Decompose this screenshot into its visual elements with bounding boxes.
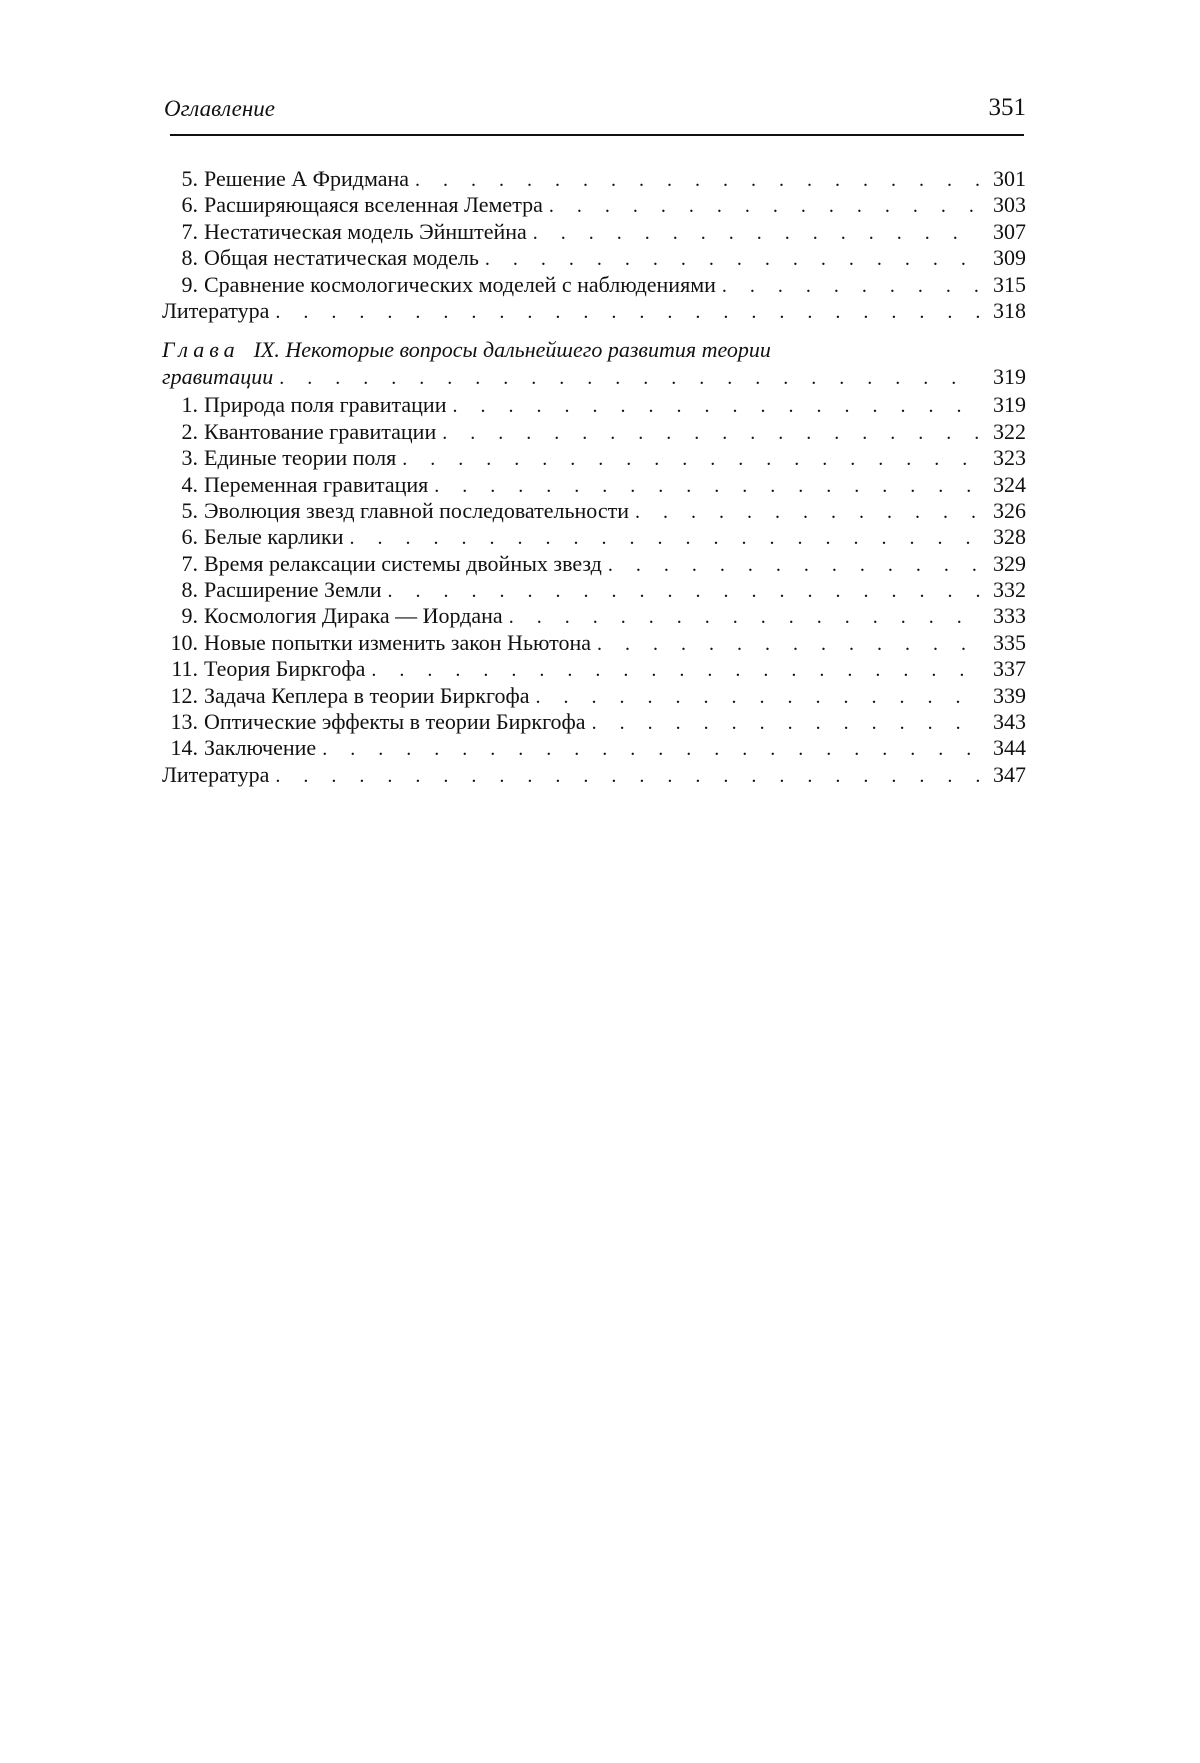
dot-leader [591, 631, 980, 657]
entry-title: Литература [162, 297, 270, 323]
toc-entry [162, 603, 1026, 629]
toc-entry [162, 392, 1026, 418]
entry-title: Квантование гравитации [204, 418, 437, 444]
toc-entry [162, 656, 1026, 682]
toc-entry [162, 298, 1026, 324]
running-head [164, 92, 1026, 128]
entry-page-number: 307 [993, 218, 1026, 244]
dot-leader [479, 246, 980, 272]
entry-number: 5. [181, 166, 198, 191]
entry-number: 6. [181, 192, 198, 218]
dot-leader [446, 393, 980, 419]
entry-page-number: 335 [993, 629, 1026, 655]
toc-entry [162, 192, 1026, 218]
toc-entry [162, 472, 1026, 498]
entry-title: Заключение [204, 735, 317, 761]
toc-entry [162, 445, 1026, 471]
entry-page-number: 333 [993, 603, 1026, 629]
toc-entry [162, 683, 1026, 709]
header-rule [170, 134, 1024, 136]
dot-leader [396, 446, 980, 472]
dot-leader [316, 736, 980, 762]
chapter-title-line-1 [162, 336, 1026, 363]
dot-leader [527, 220, 980, 246]
entry-page-number: 315 [993, 271, 1026, 297]
entry-page-number: 318 [993, 297, 1026, 323]
entry-page-number: 309 [993, 245, 1026, 271]
toc-entry [162, 762, 1026, 788]
entry-title: Нестатическая модель Эйнштейна [204, 218, 527, 244]
entry-title: Переменная гравитация [204, 471, 429, 497]
toc-entry [162, 272, 1026, 298]
chapter-title-line-2 [162, 363, 1026, 390]
dot-leader [529, 684, 980, 710]
toc-entry [162, 498, 1026, 524]
toc-entry [162, 219, 1026, 245]
entry-page-number: 344 [993, 735, 1026, 761]
running-title: Оглавление [164, 96, 276, 121]
entry-page-number: 323 [993, 445, 1026, 471]
table-of-contents [162, 166, 1026, 788]
entry-title: Теория Биркгофа [204, 656, 366, 682]
dot-leader [269, 299, 980, 325]
chapter-heading [162, 336, 1026, 390]
toc-entry [162, 419, 1026, 445]
entry-number: 13. [170, 709, 198, 735]
entry-number: 3. [181, 445, 198, 471]
entry-number: 8. [181, 245, 198, 271]
entry-number: 9. [181, 603, 198, 629]
dot-leader [269, 763, 980, 789]
entry-title: Сравнение космологических моделей с наблюдениями [204, 271, 716, 297]
dot-leader [629, 499, 980, 525]
entry-number: 9. [181, 271, 198, 297]
entry-page-number: 339 [993, 682, 1026, 708]
dot-leader [716, 273, 980, 299]
entry-number: 7. [181, 550, 198, 576]
dot-leader [602, 552, 980, 578]
dot-leader [543, 193, 980, 219]
dot-leader [586, 710, 980, 736]
entry-title: Решение А Фридмана [204, 166, 410, 191]
entry-page-number: 347 [993, 761, 1026, 787]
entry-number: 2. [181, 418, 198, 444]
dot-leader [428, 473, 980, 499]
entry-page-number: 329 [993, 550, 1026, 576]
toc-entry [162, 245, 1026, 271]
entry-page-number: 332 [993, 577, 1026, 603]
entry-title: Время релаксации системы двойных звезд [204, 550, 602, 576]
entry-title: Космология Дирака — Иордана [204, 603, 503, 629]
entry-page-number: 337 [993, 656, 1026, 682]
entry-page-number: 324 [993, 471, 1026, 497]
entry-title: Расширение Земли [204, 577, 382, 603]
chapter-title: Некоторые вопросы дальнейшего развития теории [285, 337, 771, 363]
page-number: 351 [988, 94, 1026, 121]
entry-title: Расширяющаяся вселенная Леметра [204, 192, 543, 218]
entry-title: Оптические эффекты в теории Биркгофа [204, 709, 586, 735]
entry-page-number: 326 [993, 497, 1026, 523]
dot-leader [409, 167, 980, 193]
entry-page-number: 322 [993, 418, 1026, 444]
entry-title: Задача Кеплера в теории Биркгофа [204, 682, 530, 708]
entry-number: 11. [171, 656, 198, 682]
entry-number: 1. [181, 392, 198, 418]
entry-title: Белые карлики [204, 524, 344, 550]
entry-number: 4. [181, 471, 198, 497]
toc-entry [162, 735, 1026, 761]
entry-title: Литература [162, 761, 270, 787]
entry-number: 14. [170, 735, 198, 761]
entry-number: 10. [170, 629, 198, 655]
toc-section-before [162, 166, 1026, 324]
dot-leader [382, 578, 980, 604]
toc-entry [162, 551, 1026, 577]
chapter-prefix: Глава [162, 337, 240, 363]
entry-title: Общая нестатическая модель [204, 245, 479, 271]
toc-entry [162, 524, 1026, 550]
toc-section-after [162, 392, 1026, 788]
entry-number: 8. [181, 577, 198, 603]
chapter-page-number: 319 [993, 364, 1026, 390]
entry-page-number: 328 [993, 524, 1026, 550]
entry-title: Единые теории поля [204, 445, 397, 471]
entry-number: 6. [181, 524, 198, 550]
toc-entry [162, 709, 1026, 735]
entry-title: Новые попытки изменить закон Ньютона [204, 629, 591, 655]
chapter-title-continued: гравитации [162, 364, 274, 390]
entry-page-number: 301 [993, 166, 1026, 191]
toc-entry [162, 577, 1026, 603]
entry-page-number: 319 [993, 392, 1026, 418]
entry-number: 5. [181, 497, 198, 523]
entry-page-number: 343 [993, 709, 1026, 735]
dot-leader [365, 657, 980, 683]
dot-leader [273, 365, 980, 392]
chapter-numeral: IX. [253, 337, 280, 363]
toc-entry [162, 630, 1026, 656]
entry-title: Природа поля гравитации [204, 392, 447, 418]
entry-number: 7. [181, 218, 198, 244]
entry-title: Эволюция звезд главной последовательности [204, 497, 629, 523]
dot-leader [503, 604, 980, 630]
entry-page-number: 303 [993, 192, 1026, 218]
toc-entry [162, 166, 1026, 192]
dot-leader [343, 525, 980, 551]
dot-leader [436, 420, 980, 446]
entry-number: 12. [170, 682, 198, 708]
